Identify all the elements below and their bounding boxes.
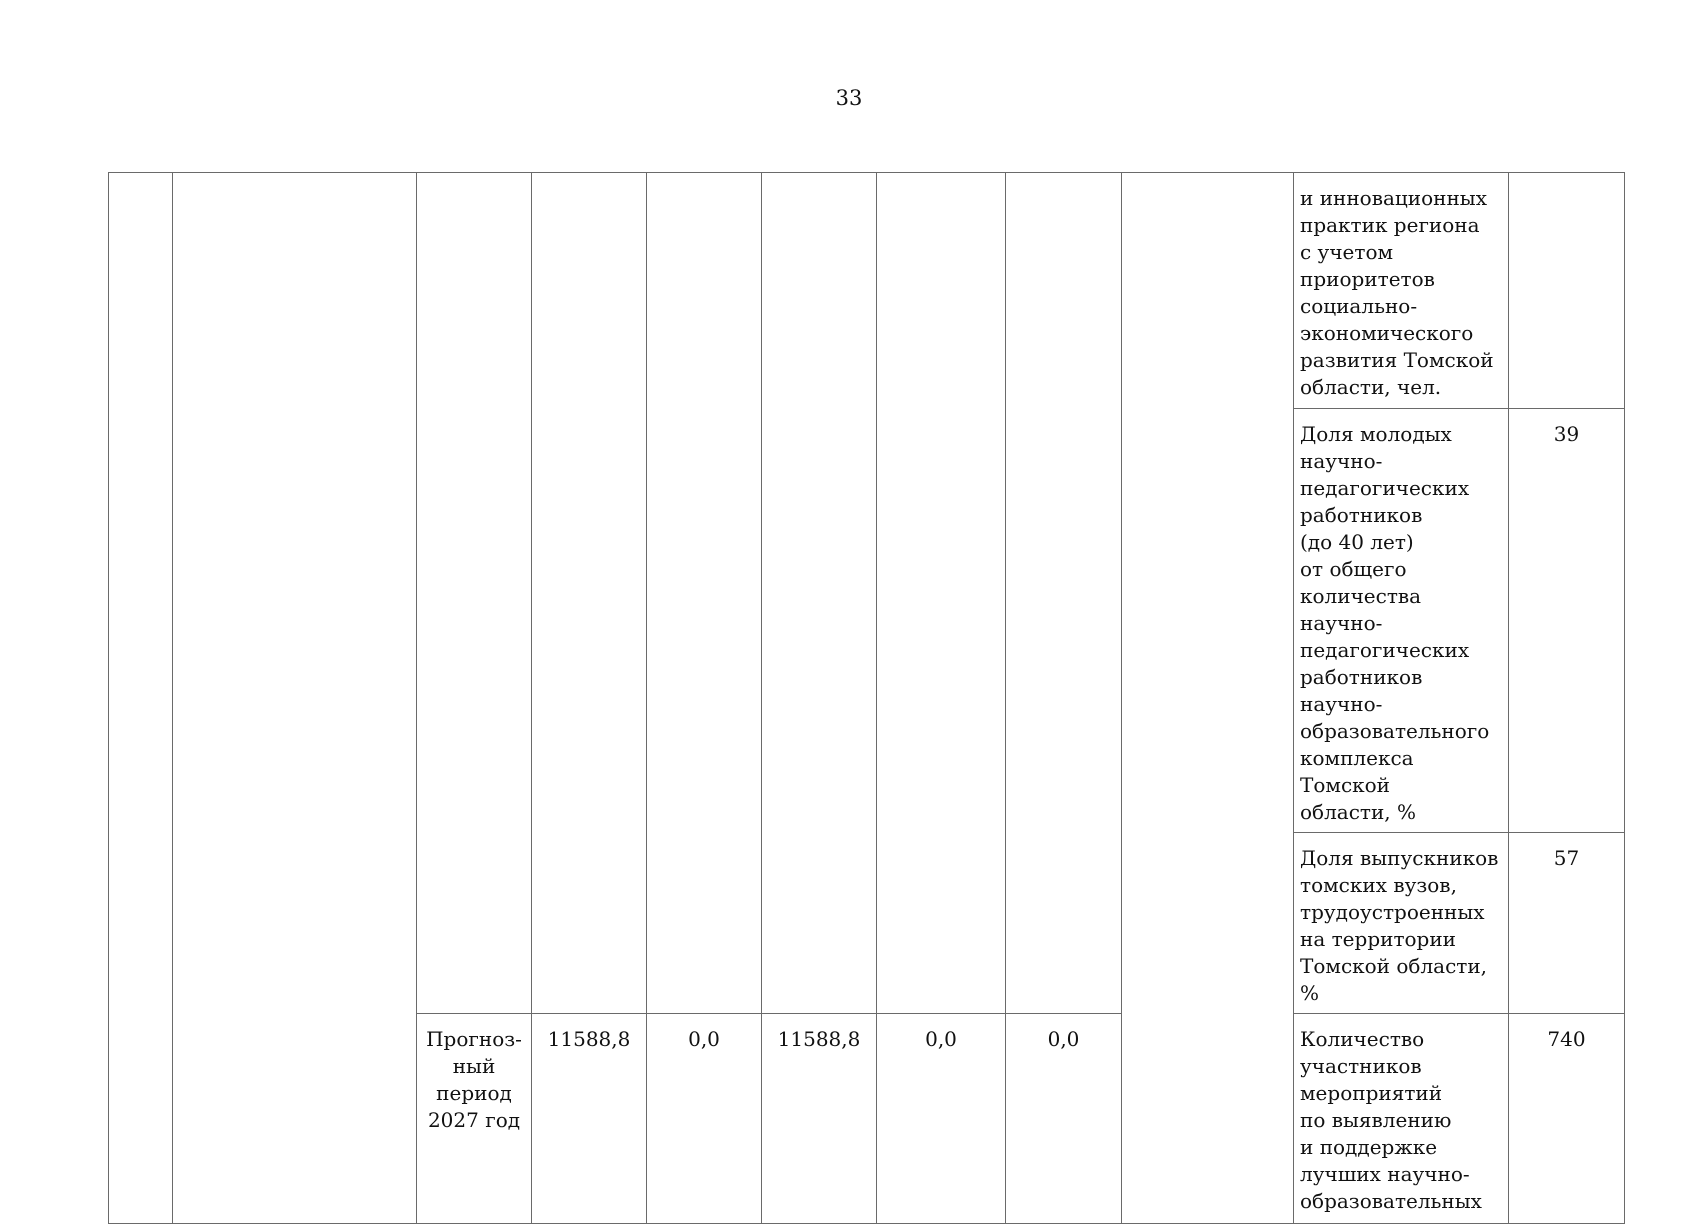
indicator-cell: Доля выпускников томских вузов, трудоустроенных на территории Томской области, % [1294,833,1509,1014]
table-cell-name [173,173,417,1224]
table-cell-number [109,173,173,1224]
col4-cell: 0,0 [877,1014,1006,1224]
table-cell-col4-prev [877,173,1006,1014]
budget-table [108,172,1625,1224]
value-cell [1509,173,1625,409]
period-cell: Прогноз- ный период 2027 год [417,1014,532,1224]
value-cell: 39 [1509,409,1625,833]
indicator-cell: Доля молодых научно- педагогических работников (до 40 лет) от общего количества научно- педагогических работников научно- образовательного комплекса Томской области, % [1294,409,1509,833]
indicator-cell: и инновационных практик региона с учетом приоритетов социально- экономического развития Томской области, чел. [1294,173,1509,409]
page-number: 33 [835,86,863,110]
col3-cell: 11588,8 [762,1014,877,1224]
table-cell-total-prev [532,173,647,1014]
value-cell: 57 [1509,833,1625,1014]
col2-cell: 0,0 [647,1014,762,1224]
total-cell: 11588,8 [532,1014,647,1224]
col5-cell: 0,0 [1006,1014,1122,1224]
table-cell-executor [1122,173,1294,1224]
indicator-cell: Количество участников мероприятий по выявлению и поддержке лучших научно- образовательных [1294,1014,1509,1224]
table-cell-col3-prev [762,173,877,1014]
table-row [109,173,1625,409]
table-cell-period-prev [417,173,532,1014]
value-cell: 740 [1509,1014,1625,1224]
table-cell-col5-prev [1006,173,1122,1014]
table-cell-col2-prev [647,173,762,1014]
